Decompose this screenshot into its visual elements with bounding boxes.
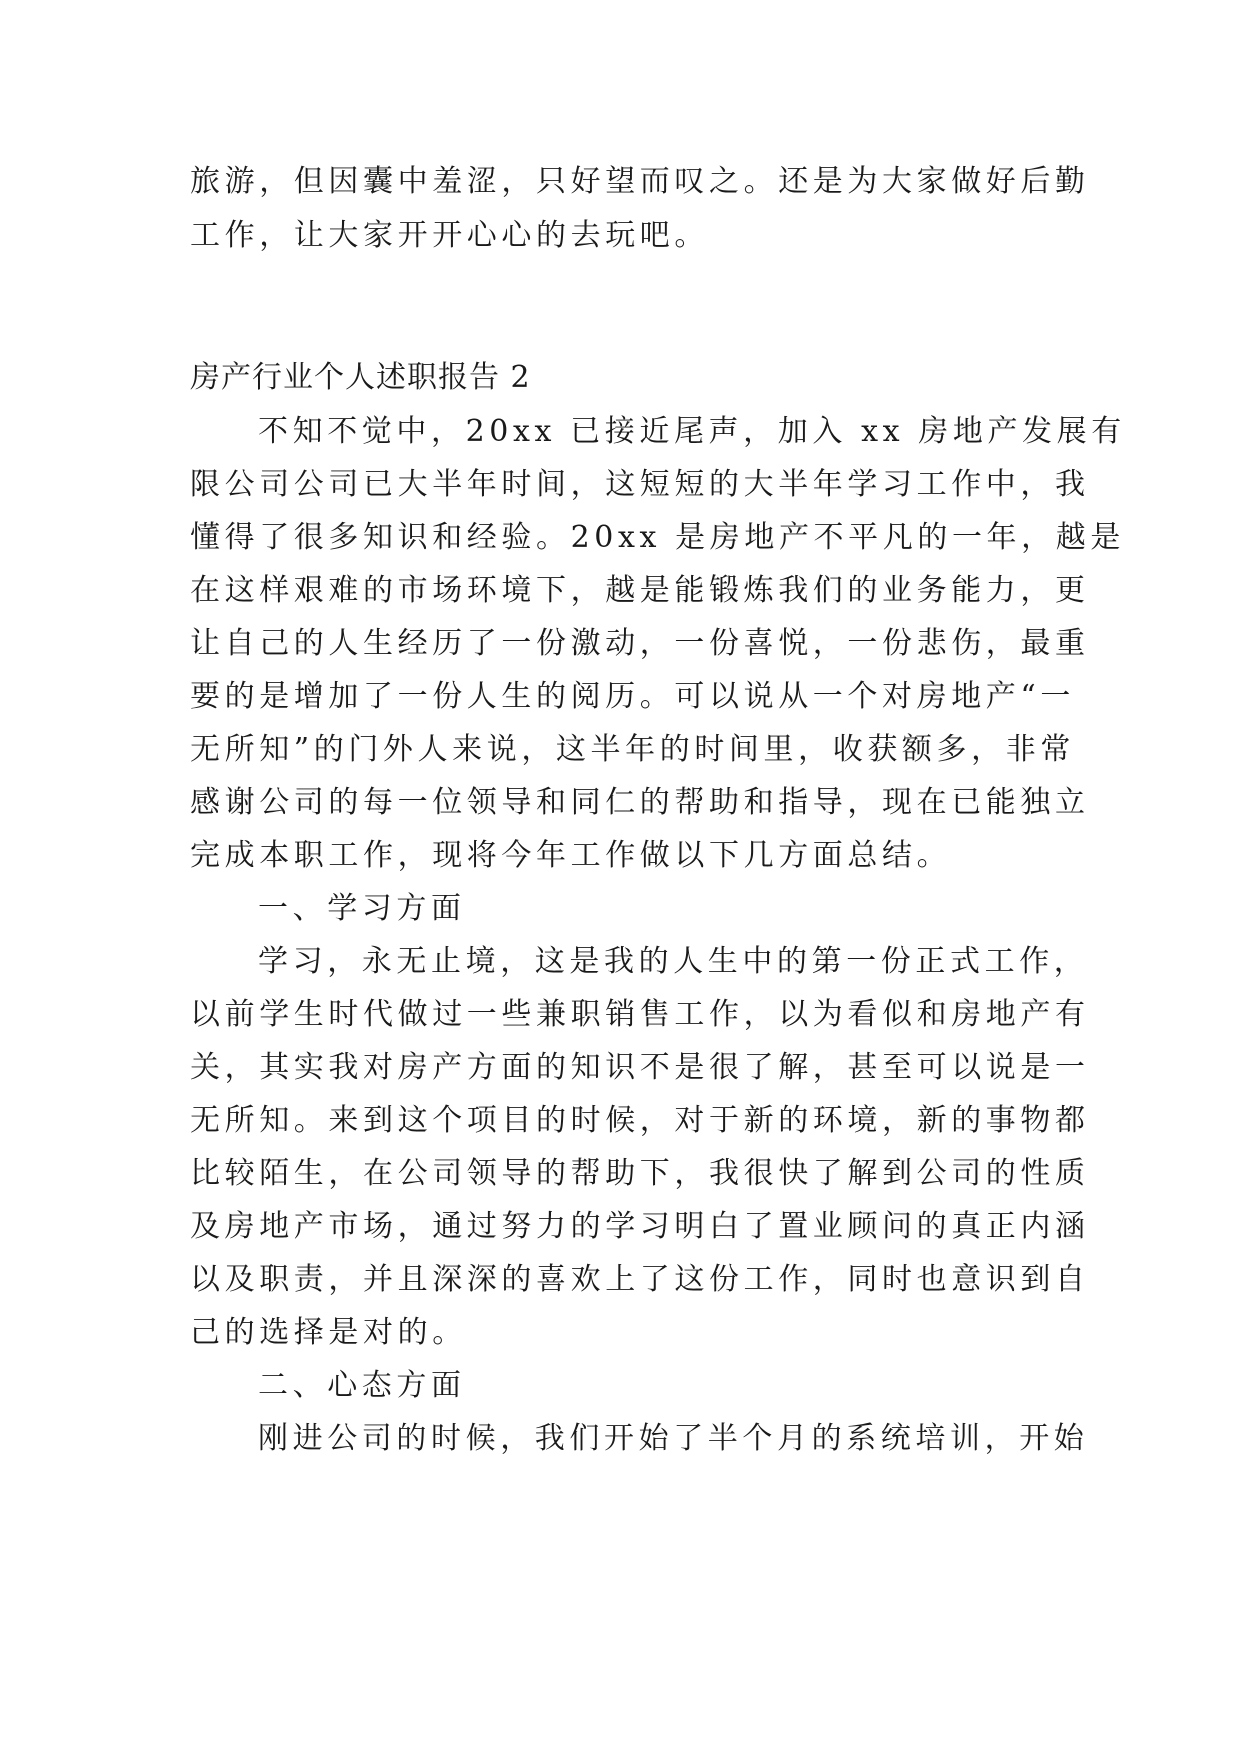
body-text-line: 懂得了很多知识和经验。20xx 是房地产不平凡的一年，越是 [190,520,1125,555]
body-text-line: 工作，让大家开开心心的去玩吧。 [190,218,709,253]
body-text-line: 关，其实我对房产方面的知识不是很了解，甚至可以说是一 [190,1050,1090,1085]
body-text-line: 限公司公司已大半年时间，这短短的大半年学习工作中，我 [190,467,1090,502]
body-text-line: 比较陌生，在公司领导的帮助下，我很快了解到公司的性质 [190,1156,1090,1191]
body-text-line: 无所知。来到这个项目的时候，对于新的环境，新的事物都 [190,1103,1090,1138]
body-text-line: 以前学生时代做过一些兼职销售工作，以为看似和房地产有 [190,997,1090,1032]
section-title: 房产行业个人述职报告 2 [190,360,531,395]
body-text-line: 己的选择是对的。 [190,1315,467,1350]
subheading-attitude: 二、心态方面 [258,1368,466,1403]
body-text-line: 要的是增加了一份人生的阅历。可以说从一个对房地产“一 [190,679,1075,714]
body-text-line: 不知不觉中，20xx 已接近尾声，加入 xx 房地产发展有 [258,414,1126,449]
body-text-line: 及房地产市场，通过努力的学习明白了置业顾问的真正内涵 [190,1209,1090,1244]
body-text-line: 让自己的人生经历了一份激动，一份喜悦，一份悲伤，最重 [190,626,1090,661]
body-text-line: 感谢公司的每一位领导和同仁的帮助和指导，现在已能独立 [190,785,1090,820]
body-text-line: 以及职责，并且深深的喜欢上了这份工作，同时也意识到自 [190,1262,1090,1297]
body-text-line: 刚进公司的时候，我们开始了半个月的系统培训，开始 [258,1421,1089,1456]
body-text-line: 完成本职工作，现将今年工作做以下几方面总结。 [190,838,952,873]
body-text-line: 旅游，但因囊中羞涩，只好望而叹之。还是为大家做好后勤 [190,164,1090,199]
body-text-line: 学习，永无止境，这是我的人生中的第一份正式工作， [258,944,1089,979]
body-text-line: 无所知”的门外人来说，这半年的时间里，收获额多，非常 [190,732,1075,767]
subheading-study: 一、学习方面 [258,891,466,926]
body-text-line: 在这样艰难的市场环境下，越是能锻炼我们的业务能力，更 [190,573,1090,608]
